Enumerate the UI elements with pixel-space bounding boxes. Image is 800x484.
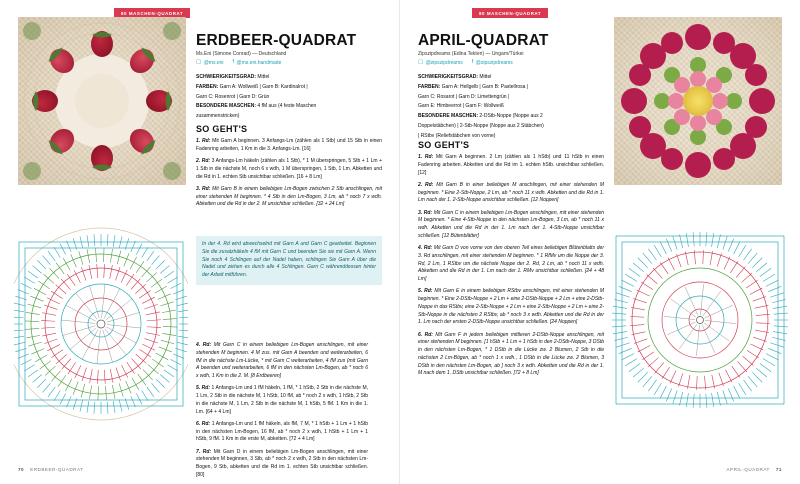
meta-label: BESONDERE MASCHEN: [196, 103, 257, 110]
paragraph-text: Mit Garn B in einer beliebigen M anschlingen, mit einer stehenden M beginnen. * Eine 2-Stb-Noppe, 2 Lm, ab * noch 11 x wdh. Abketten und die Rd in 1. Lm nach der 1. 2-Stb-Noppe unsichtbar schließen. [12 Noppen] [418, 181, 605, 204]
meta-row [196, 103, 382, 111]
photo-erdbeer-artwork [18, 17, 186, 185]
page-title-right: APRIL-QUADRAT [418, 32, 549, 49]
chart-april-quadrat [612, 196, 788, 446]
crochet-diagram-left [14, 196, 188, 452]
page-right [400, 0, 800, 484]
paragraph-text: 3 Anfangs-Lm häkeln (zählen als 1 Stb), * 1 M überspringen, 5 Stb + 1 Lm + 1 Stb in die nächste M, noch 6 x wdh, 1 M überspringen, 1 Stb, 1 Lm. Abketten und die Rd in 1. echten Stb unsichtbar schließen. [16 + 8 Lm] [196, 158, 383, 180]
instagram-icon[interactable] [196, 60, 224, 66]
paragraph-text: Mit Garn C in einem beliebigen Lm-Bogen anschlingen, mit einer stehenden M beginnen. * Eine 4-Stb-Noppe in den nächsten Lm-Bogen, 3 Lm, ab * noch 11 x wdh. Abketten und die Rd in der 1. Lm nach der 1. 4-Stb-Noppe unsichtbar schließen. [12 Bütenblätter] [418, 209, 605, 239]
byline-right: Zipszipdreams (Edina Tekten) — Ungarn/Türkei [418, 51, 524, 57]
instruction-paragraph [196, 158, 382, 181]
instruction-paragraph [196, 342, 368, 381]
meta-value: 2-DStb-Noppe (Noppe aus 2 [479, 113, 543, 119]
instagram-icon[interactable] [418, 60, 463, 66]
facebook-glyph: f [232, 59, 235, 66]
meta-row [418, 84, 604, 92]
meta-row [418, 94, 604, 102]
paragraph-text: Mit Garn C in einem beliebigen Lm-Bogen anschlingen, mit einer stehenden M beginnen. 4 M zus. mit Garn A beenden und weiterarbeiten, 6 fM in die nächste Lm-Lücke, * mit Garn C weiterarbeiten, 4 fM zus (mit Garn A beenden und weiterarbeiten, 6 fM in den nächsten Lm-Bogen, ab * noch 6 x wdh, 1 Km in die 2. M. [8 Erdbeeren] [196, 342, 368, 379]
header-tag-left: 80 MASCHEN-QUADRAT [114, 8, 190, 18]
page-title-left: ERDBEER-QUADRAT [196, 32, 357, 49]
instruction-paragraph [418, 210, 604, 241]
meta-block-left [196, 74, 382, 123]
instruction-paragraph [196, 449, 368, 480]
footer-label-left: ERDBEER-QUADRAT [30, 467, 84, 472]
paragraph-lead: 3. Rd: [196, 185, 211, 192]
meta-row [196, 84, 382, 92]
paragraph-text: Mit Garn B in einem beliebigen Lm-Bogen zwischen 2 Stb anschlingen, mit einer stehenden M beginnen. * 4 Stb in den Lm-Bogen, 3 Lm, ab * noch 7 x wdh. Abketten und die Rd in der 2. M unsichtbar schließen. [32 + 24 Lm] [196, 185, 382, 208]
meta-block-right [418, 74, 604, 142]
paragraph-lead: 4. Rd: [418, 245, 433, 251]
meta-label: SCHWIERIGKEITSGRAD: [196, 74, 256, 80]
note-box-left: In der 4. Rd wird abwechselnd mit Garn A und Garn C gearbeitet. Beginnen Sie die zusatzhäkeln 4 fM mit Garn C und beenden Sie sie mit Garn A. Wenn Sie noch 4 Schlingen auf der Nadel haben, schlingen Sie Garn A über die Nadel und ziehen es durch alle 4 Schlingen. Garn C währenddessen hinter der Arbeit mitführen. [196, 236, 382, 285]
section-heading-right: SO GEHT'S [418, 140, 470, 150]
page-number-right: 71 [775, 467, 782, 472]
chart-erdbeer-quadrat [14, 196, 188, 452]
meta-row [418, 103, 604, 111]
meta-row [196, 74, 382, 82]
meta-row [418, 123, 604, 131]
footer-right [726, 467, 782, 472]
meta-value: zusammenstricken) [196, 113, 240, 119]
instagram-glyph: ▢ [196, 59, 202, 66]
footer-label-right: APRIL-QUADRAT [726, 467, 770, 472]
paragraph-text: Mit Garn A beginnen. 2 Lm (zählen als 1 hStb) und 11 hStb in einen Fadenring arbeiten. Abketten und die Rd im 1. echten hStb. unsichtbar schließen. [12] [418, 154, 605, 176]
instructions-right [418, 154, 604, 383]
paragraph-lead: 5. Rd: [418, 288, 433, 295]
meta-label: FARBEN: [418, 83, 441, 90]
paragraph-lead: 2. Rd: [196, 158, 211, 164]
meta-value: Garn A: Wollweiß | Garn B: Kardinalrot | [219, 83, 308, 90]
instructions-left-col1 [196, 138, 382, 214]
meta-row [196, 113, 382, 121]
paragraph-lead: 6. Rd: [418, 331, 433, 338]
meta-label: FARBEN: [196, 83, 219, 90]
instruction-paragraph [196, 385, 368, 416]
instruction-paragraph [196, 186, 382, 209]
paragraph-lead: 1. Rd: [418, 154, 434, 160]
social-handles-left [196, 60, 281, 66]
facebook-handle-right: @zipszipdreams [475, 60, 513, 66]
meta-label: SCHWIERIGKEITSGRAD: [418, 74, 478, 80]
paragraph-lead: 5. Rd: [196, 385, 211, 392]
header-tag-right: 80 MASCHEN-QUADRAT [472, 8, 548, 18]
meta-row [196, 94, 382, 102]
section-heading-left: SO GEHT'S [196, 124, 248, 134]
meta-value: Garn A: Hellgelb | Garn B: Pastellrosa | [441, 83, 529, 90]
social-handles-right [418, 60, 513, 66]
footer-left [18, 467, 83, 472]
paragraph-text: Mit Garn F in jedem beliebigen mittleren 2-DStb-Noppe anschlingen, mit einer stehenden M beginnen. [1 hStb + 1 Lm + 1 hStb in den 2-DStb-Noppe, 3 DStb in den nächsten Lm-Bogen, * 1 DStb in die Lücke zw. 2 Blumen, 2 Stb in die nächsten 2 Lm-Bögen, ab * noch 1 x wdh., 1 DStb in die Lücke zw. 2 Blumen, 3 DStb in den nächsten Lm-Bogen, ab ] noch 3 x wdh. Abketten und die Rd in der 1. M nach dem 1. DStb unsichtbar schließen. [72 + 8 Lm] [418, 331, 604, 377]
photo-april-artwork [614, 17, 782, 185]
meta-row [418, 113, 604, 121]
facebook-icon[interactable] [233, 60, 282, 66]
instruction-paragraph [418, 332, 604, 379]
paragraph-lead: 2. Rd: [418, 181, 434, 188]
instagram-handle-right: @zipszipdreams [425, 60, 463, 66]
paragraph-text: Mit Garn D von vorne von den oberen Teil eines beliebigen Blütenblatts der 3. Rd anschlingen, mit einer stehenden M beginnen. * 1 RfMv um die Noppe der 3. Rd, 2 Lm, 1 RStbv um die nächste Noppe der 2. Rd, 2 Lm, ab * noch 11 x wdh. Abketten und die Rd in der 1. Lm nach der 1. RMv unsichtbar schließen. [24 + 48 Lm] [418, 245, 605, 282]
meta-value: Garn C: Rosarot | Garn D: Limettengrün | [418, 93, 510, 100]
meta-label: BESONDERE MASCHEN: [418, 113, 479, 119]
paragraph-text: 1 Anfangs-Lm und 1 fM häkeln, 1 fM, * 1 hStb, 2 Stb in die nächste M, 1 Lm, 2 Stb in die nächste M, 1 hStb, 10 fM, ab * noch 2 x wdh, 1 hStb, 2 Stb in die nächste M, 1 Lm, 2 Stb in die nächste M, 1 hStb, 5 fM. 1 Km in die 1. Lm. [64 + 4 Lm] [196, 385, 369, 415]
facebook-handle-left: @ms.eni.handmade [236, 60, 282, 66]
facebook-icon[interactable] [472, 60, 513, 66]
paragraph-lead: 1. Rd: [196, 138, 211, 144]
meta-value: Garn E: Himbeerrot | Garn F: Wollweiß [418, 103, 504, 110]
facebook-glyph: f [471, 59, 474, 66]
paragraph-text: 1 Anfangs-Lm und 1 fM häkeln, als fM, 7 M, * 1 hStb + 1 Lm + 1 hStb in den nächsten Lm-Bogen, 16 fM, ab * noch 2 x wdh, 1 hStb + 1 Lm + 1 hStb, 9 fM. 1 Km in die erste M, abketten. [72 + 4 Lm] [196, 420, 369, 443]
meta-value: Mittel [479, 74, 492, 80]
instagram-handle-left: @ms.eni [203, 60, 224, 66]
instruction-paragraph [418, 288, 604, 327]
meta-value: Mittel [257, 74, 270, 80]
meta-value: | RStbv (Reliefstäbchen von vorne) [418, 132, 496, 139]
meta-value: Doppelstäbchen) | 2-Stb-Noppe (Noppe aus 2 Stäbchen) [418, 122, 544, 129]
instruction-paragraph [196, 138, 382, 154]
paragraph-lead: 7. Rd: [196, 448, 212, 455]
photo-erdbeer-quadrat [18, 17, 186, 185]
paragraph-text: Mit Garn A beginnen. 3 Anfangs-Lm (zählen als 1 Stb) und 15 Stb in einen Fadenring arbeiten, 1 Km in die 3. Anfangs-Lm. [16] [196, 138, 382, 152]
meta-row [418, 74, 604, 82]
instruction-paragraph [418, 154, 604, 177]
paragraph-text: Mit Garn E in einem beliebigen RStbv anschlingen, mit einer stehenden M beginnen. * Eine 2-DStb-Noppe + 2 Lm + eine 2-DStb-Noppe + 2 Lm + eine 2-DStb-Noppe in das RStbv, eine 2-Stb-Noppe + 2 Lm + eine 2-Stb-Noppe + 2 Lm + eine 2-Stb-Noppe in die nächsten 2 RStbv, ab * noch 3 x wdh. Abketten und die Rd in der 1. Lm nach der ersten 2-DStb-Noppe unsichtbar schließen. [24 Noppen] [418, 288, 605, 326]
byline-left: Ms.Eni (Simone Conrad) — Deutschland [196, 51, 287, 57]
paragraph-lead: 6. Rd: [196, 420, 211, 427]
paragraph-text: Mit Garn D in einem beliebigen Lm-Bogen anschlingen, mit einer stehenden M beginnen, 3 Stb, ab * noch 2 x wdh, 2 Stb in den nächsten Lm-Bogen, 9 Stb, abketten und die Rd im 1. echten Stb unsichtbar schließen. [80] [196, 448, 368, 478]
photo-april-quadrat [614, 17, 782, 185]
paragraph-lead: 4. Rd: [196, 342, 212, 348]
instruction-paragraph [418, 182, 604, 205]
crochet-diagram-right [612, 196, 788, 446]
paragraph-lead: 3. Rd: [418, 209, 433, 216]
meta-value: Garn C: Rosenrot | Garn D: Grün [196, 93, 270, 100]
instruction-paragraph [196, 421, 368, 444]
page-number-left: 70 [18, 467, 25, 472]
instagram-glyph: ▢ [418, 59, 424, 66]
meta-value: 4 fM aus (4 feste Maschen [257, 103, 317, 110]
instructions-left-col2 [196, 342, 368, 484]
instruction-paragraph [418, 245, 604, 284]
